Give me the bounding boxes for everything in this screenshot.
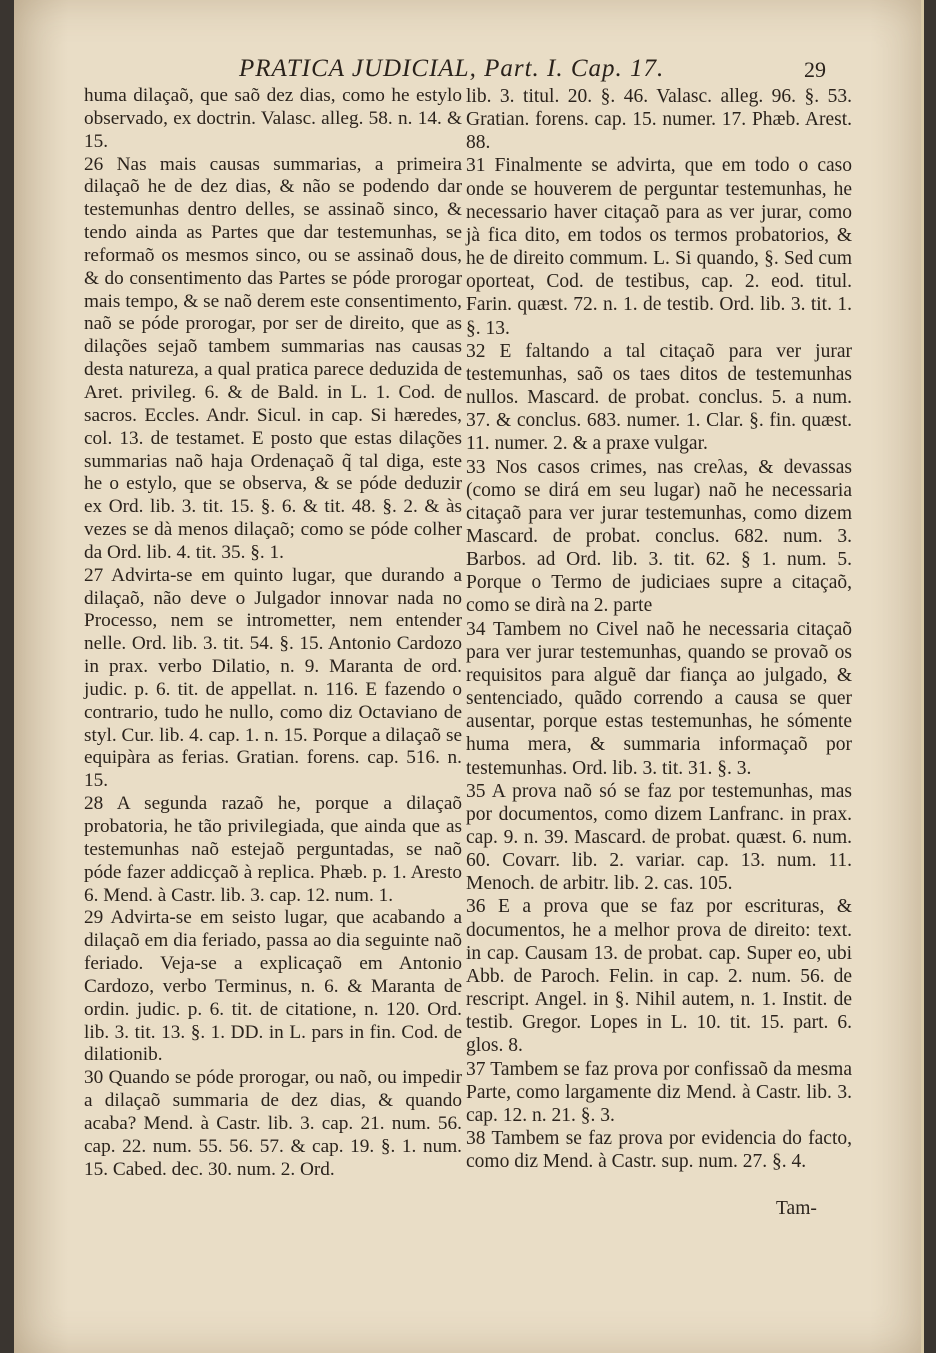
paragraph: huma dilaçaõ, que saõ dez dias, como he estylo observado, ex doctrin. Valasc. alleg. 58. n. 14. & 15. [84, 85, 462, 152]
paragraph: 33 Nos casos crimes, nas creλas, & devassas (como se dirá em seu lugar) naõ he necessaria citaçaõ para ver jurar testemunhas, como dizem Mascard. de probat. conclus. 682. num. 3. Barbos. ad Ord. lib. 3. tit. 62. § 1. num. 5. Porque o Termo de judiciaes supre a citaçaõ, como se dirà na 2. parte [466, 456, 852, 617]
paragraph: 36 E a prova que se faz por escrituras, & documentos, he a melhor prova de direito: text. in cap. Causam 13. de probat. cap. Super eo, ubi Abb. de Paroch. Felin. in cap. 2. num. 56. de rescript. Angel. in §. Nihil autem, n. 1. Instit. de testib. Gregor. Lopes in L. 10. tit. 15. part. 6. glos. 8. [466, 896, 852, 1057]
book-page [14, 0, 924, 1353]
paragraph: 34 Tambem no Civel naõ he necessaria citaçaõ para ver jurar testemunhas, quando se provaõ os requisitos para alguẽ dar fiança ao julgado, & sentenciado, quãdo correndo a causa se quer ausentar, porque estas testemunhas, he sómente huma mera, & summaria informaçaõ por testemunhas. Ord. lib. 3. tit. 31. §. 3. [466, 618, 852, 779]
right-column [466, 85, 852, 1173]
paragraph: 32 E faltando a tal citaçaõ para ver jurar testemunhas, saõ os taes ditos de testemunhas nullos. Mascard. de probat. conclus. 5. a num. 37. & conclus. 683. numer. 1. Clar. §. fin. quæst. 11. numer. 2. & a praxe vulgar. [466, 340, 852, 455]
paragraph: 30 Quando se póde prorogar, ou naõ, ou impedir a dilaçaõ summaria de dez dias, & quando acaba? Mend. à Castr. lib. 3. cap. 21. num. 56. cap. 22. num. 55. 56. 57. & cap. 19. §. 1. num. 15. Cabed. dec. 30. num. 2. Ord. [84, 1067, 462, 1180]
paragraph: 37 Tambem se faz prova por confissaõ da mesma Parte, como largamente diz Mend. à Castr. lib. 3. cap. 12. n. 21. §. 3. [466, 1058, 852, 1126]
paragraph: 35 A prova naõ só se faz por testemunhas, mas por documentos, como dizem Lanfranc. in prax. cap. 9. n. 39. Mascard. de probat. quæst. 6. num. 60. Covarr. lib. 2. variar. cap. 13. num. 11. Menoch. de arbitr. lib. 2. cas. 105. [466, 780, 852, 895]
paragraph: 38 Tambem se faz prova por evidencia do facto, como diz Mend. à Castr. sup. num. 27. §. 4. [466, 1128, 852, 1173]
left-column [84, 85, 462, 1182]
paragraph: 28 A segunda razaõ he, porque a dilaçaõ probatoria, he tão privilegiada, que ainda que as testemunhas naõ estejaõ perguntadas, se naõ póde fazer addicçaõ à replica. Phæb. p. 1. Aresto 6. Mend. à Castr. lib. 3. cap. 12. num. 1. [84, 793, 462, 906]
page-edge [921, 0, 924, 1353]
paragraph: 31 Finalmente se advirta, que em todo o caso onde se houverem de perguntar testemunhas, he necessario haver citaçaõ para as ver jurar, como jà fica dito, em todos os termos probatorios, & he de direito commum. L. Si quando, §. Sed cum oporteat, Cod. de testibus, cap. 2. eod. titul. Farin. quæst. 72. n. 1. de testib. Ord. lib. 3. tit. 1. §. 13. [466, 155, 852, 339]
page-number: 29 [804, 57, 826, 82]
paragraph: lib. 3. titul. 20. §. 46. Valasc. alleg. 96. §. 53. Gratian. forens. cap. 15. numer. 17. Phæb. Arest. 88. [466, 86, 852, 154]
paragraph: 27 Advirta-se em quinto lugar, que durando a dilaçaõ, não deve o Julgador innovar nada no Processo, nem se intrometter, nem entender nelle. Ord. lib. 3. tit. 54. §. 15. Antonio Cardozo in prax. verbo Dilatio, n. 9. Maranta de ord. judic. p. 6. tit. de appellat. n. 116. E fazendo o contrario, tudo he nullo, como diz Octaviano de styl. Cur. lib. 4. cap. 1. n. 15. Porque a dilaçaõ se equipàra as ferias. Gratian. forens. cap. 516. n. 15. [84, 564, 462, 792]
paragraph: 29 Advirta-se em seisto lugar, que acabando a dilaçaõ em dia feriado, passa ao dia seguinte naõ feriado. Veja-se a explicaçaõ em Antonio Cardozo, verbo Terminus, n. 6. & Maranta de ordin. judic. p. 6. tit. de citatione, n. 120. Ord. lib. 3. tit. 13. §. 1. DD. in L. pars in fin. Cod. de dilationib. [84, 907, 462, 1066]
running-title: PRATICA JUDICIAL, Part. I. Cap. 17. [239, 55, 665, 82]
paragraph: 26 Nas mais causas summarias, a primeira dilaçaõ he de dez dias, & não se podendo dar testemunhas dentro delles, se assinaõ sinco, & tendo ainda as Partes que dar testemunhas, se reformaõ os mesmos sinco, ou se assinaõ dous, & do consentimento das Partes se póde prorogar mais tempo, & se naõ derem este consentimento, naõ se póde prorogar, por ser de direito, que as dilações sejaõ tambem summarias nas causas desta natureza, a qual pratica parece deduzida de Aret. privileg. 6. & de Bald. in L. 1. Cod. de sacros. Eccles. Andr. Sicul. in cap. Si hæredes, col. 13. de testamet. E posto que estas dilações summarias naõ haja Ordenaçaõ q̃ tal diga, este he o estylo, que se observa, & se póde deduzir ex Ord. lib. 3. tit. 15. §. 6. & tit. 48. §. 2. & às vezes se dà menos dilaçaõ; como se póde colher da Ord. lib. 4. tit. 35. §. 1. [84, 153, 462, 563]
catchword: Tam- [776, 1198, 817, 1219]
page-header [14, 55, 924, 89]
